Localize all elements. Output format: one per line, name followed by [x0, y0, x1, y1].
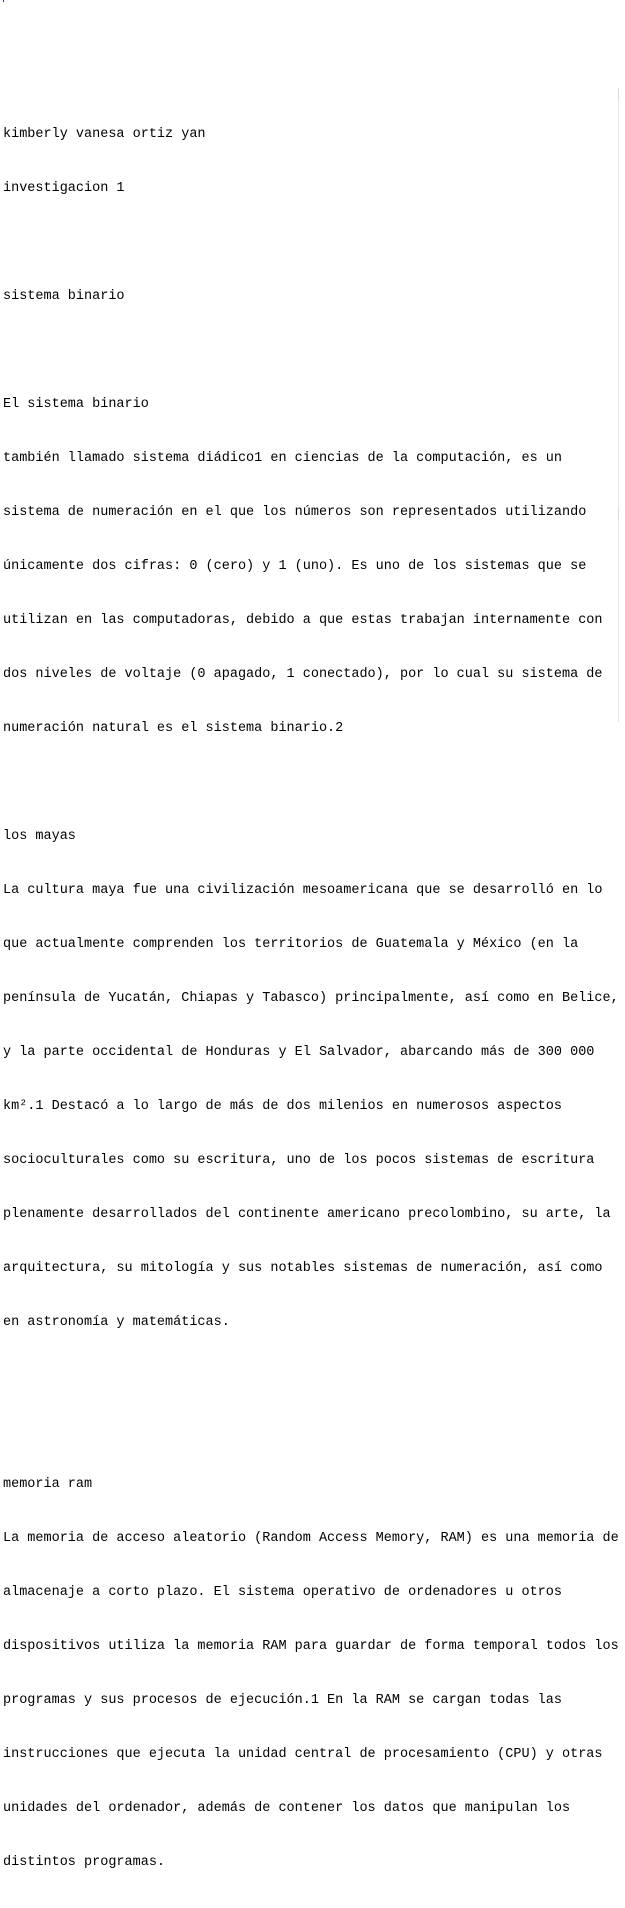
- corner-mark: [3, 0, 4, 2]
- text-line: [3, 1422, 619, 1440]
- scrollbar-top-marker[interactable]: [618, 88, 625, 100]
- text-line: km².1 Destacó a lo largo de más de dos milenios en numerosos aspectos: [3, 1099, 562, 1114]
- text-line: distintos programas.: [3, 1855, 166, 1870]
- text-line: investigacion 1: [3, 181, 125, 196]
- text-line: numeración natural es el sistema binario.2: [3, 721, 344, 736]
- text-line: kimberly vanesa ortiz yan: [3, 127, 206, 142]
- text-line: socioculturales como su escritura, uno de los pocos sistemas de escritura: [3, 1153, 595, 1168]
- document-text[interactable]: [3, 90, 619, 1908]
- text-line: [3, 342, 619, 360]
- text-line: península de Yucatán, Chiapas y Tabasco) principalmente, así como en Belice,: [3, 991, 619, 1006]
- text-line: y la parte occidental de Honduras y El Salvador, abarcando más de 300 000: [3, 1045, 595, 1060]
- text-line: en astronomía y matemáticas.: [3, 1315, 230, 1330]
- text-line: La cultura maya fue una civilización mesoamericana que se desarrolló en lo: [3, 883, 603, 898]
- text-line: sistema de numeración en el que los números son representados utilizando: [3, 505, 587, 520]
- text-editor[interactable]: [0, 88, 619, 1870]
- text-line: [3, 774, 619, 792]
- text-line: los mayas: [3, 829, 76, 844]
- text-line: [3, 234, 619, 252]
- text-line: unidades del ordenador, además de contener los datos que manipulan los: [3, 1801, 571, 1816]
- text-line: que actualmente comprenden los territorios de Guatemala y México (en la: [3, 937, 579, 952]
- text-line: La memoria de acceso aleatorio (Random Access Memory, RAM) es una memoria de: [3, 1531, 619, 1546]
- text-line: [3, 1368, 619, 1386]
- text-line: también llamado sistema diádico1 en ciencias de la computación, es un: [3, 451, 562, 466]
- text-line: instrucciones que ejecuta la unidad central de procesamiento (CPU) y otras: [3, 1747, 603, 1762]
- text-line: arquitectura, su mitología y sus notables sistemas de numeración, así como: [3, 1261, 603, 1276]
- text-line: utilizan en las computadoras, debido a que estas trabajan internamente con: [3, 613, 603, 628]
- text-line: únicamente dos cifras: 0 (cero) y 1 (uno). Es uno de los sistemas que se: [3, 559, 587, 574]
- text-line: plenamente desarrollados del continente americano precolombino, su arte, la: [3, 1207, 611, 1222]
- text-line: almacenaje a corto plazo. El sistema operativo de ordenadores u otros: [3, 1585, 562, 1600]
- text-line: dos niveles de voltaje (0 apagado, 1 conectado), por lo cual su sistema de: [3, 667, 603, 682]
- scrollbar-middle-marker[interactable]: [618, 508, 625, 520]
- text-line: El sistema binario: [3, 397, 149, 412]
- text-line: sistema binario: [3, 289, 125, 304]
- text-line: dispositivos utiliza la memoria RAM para guardar de forma temporal todos los: [3, 1639, 619, 1654]
- text-line: memoria ram: [3, 1477, 93, 1492]
- text-line: programas y sus procesos de ejecución.1 En la RAM se cargan todas las: [3, 1693, 562, 1708]
